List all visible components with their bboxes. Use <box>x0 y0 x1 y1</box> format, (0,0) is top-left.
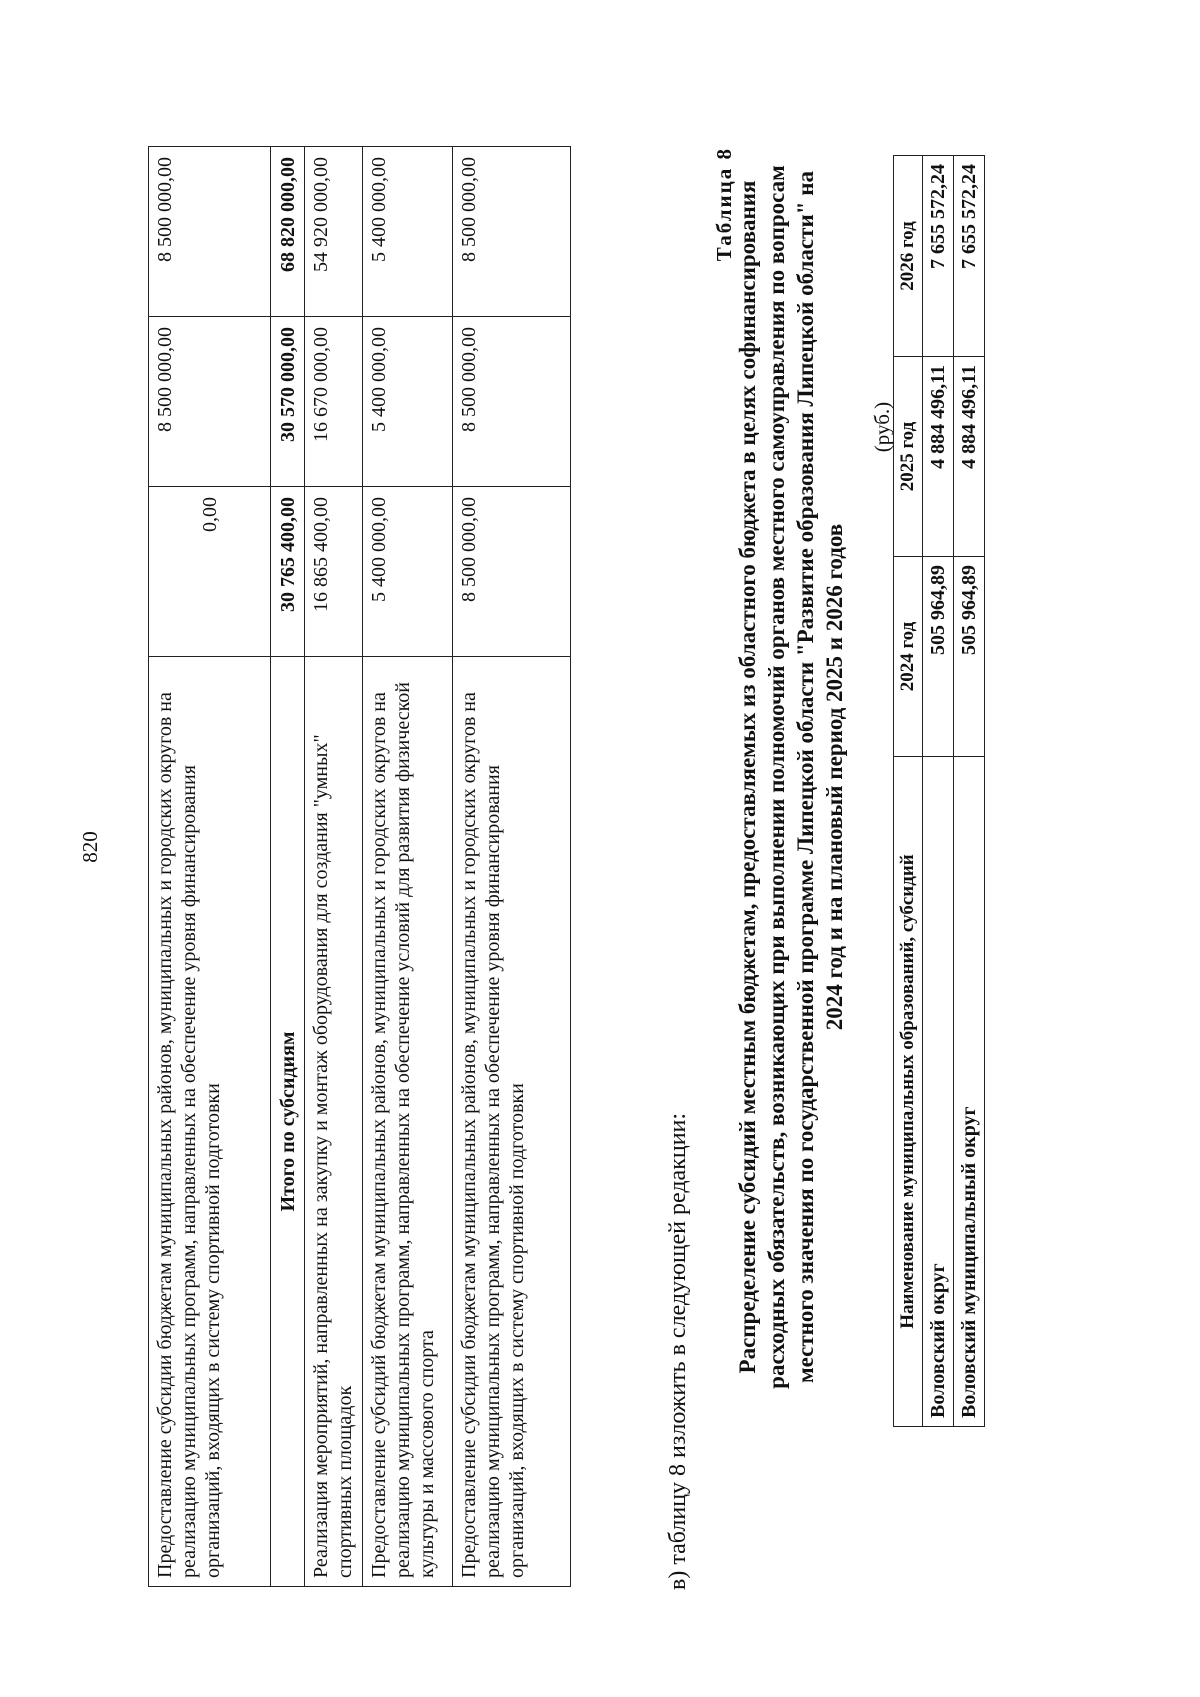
total-label-cell: Итого по субсидиям <box>271 657 305 1587</box>
subsidy-name-cell: Предоставление субсидии бюджетам муниципальных районов, муниципальных и городских округов на реализацию муниципальных программ, направленных на обеспечение уровня финансирования организаций, входящих в систему спортивной подготовки <box>149 657 271 1587</box>
municipality-name-cell: Воловский округ <box>923 757 954 1427</box>
value-2026-cell: 8 500 000,00 <box>149 147 271 317</box>
subsidy-name-cell: Предоставление субсидии бюджетам муниципальных районов, муниципальных и городских округов на реализацию муниципальных программ, направленных на обеспечение уровня финансирования организаций, входящих в систему спортивной подготовки <box>453 657 571 1587</box>
subsidy-table <box>148 146 571 1587</box>
value-2025-cell: 8 500 000,00 <box>149 317 271 487</box>
table-title: Распределение субсидий местным бюджетам, предоставляемых из областного бюджета в целях софинансирования расходных обязательств, возникающих при выполнении полномочий органов местного самоуправления по вопросам местного значения по государственной программе Липецкой области "Развитие образования Липецкой области" на 2024 год и на плановый период 2025 и 2026 годов <box>735 165 847 1389</box>
header-2024: 2024 год <box>894 557 923 757</box>
value-2024-cell: 8 500 000,00 <box>453 487 571 657</box>
total-2026-cell: 68 820 000,00 <box>271 147 305 317</box>
value-2025-cell: 16 670 000,00 <box>305 317 363 487</box>
total-2024-cell: 30 765 400,00 <box>271 487 305 657</box>
table-row <box>149 147 271 1587</box>
municipality-name-cell: Воловский муниципальный округ <box>954 757 985 1427</box>
table-row <box>453 147 571 1587</box>
table-label: Таблица 8 <box>712 147 736 262</box>
value-2026-cell: 7 655 572,24 <box>923 156 954 357</box>
unit-label: (руб.) <box>870 401 894 453</box>
value-2024-cell: 505 964,89 <box>954 557 985 757</box>
table-header-row <box>894 156 923 1427</box>
value-2024-cell: 0,00 <box>149 487 271 657</box>
value-2025-cell: 4 884 496,11 <box>923 357 954 557</box>
value-2024-cell: 505 964,89 <box>923 557 954 757</box>
subsidy-name-cell: Предоставление субсидий бюджетам муниципальных районов, муниципальных и городских округов на реализацию муниципальных программ, направленных на обеспечение условий для развития физической культуры и массового спорта <box>363 657 453 1587</box>
value-2025-cell: 5 400 000,00 <box>363 317 453 487</box>
value-2026-cell: 54 920 000,00 <box>305 147 363 317</box>
distribution-table <box>893 155 985 1427</box>
value-2025-cell: 8 500 000,00 <box>453 317 571 487</box>
value-2024-cell: 5 400 000,00 <box>363 487 453 657</box>
value-2026-cell: 8 500 000,00 <box>453 147 571 317</box>
header-2025: 2025 год <box>894 357 923 557</box>
value-2025-cell: 4 884 496,11 <box>954 357 985 557</box>
value-2024-cell: 16 865 400,00 <box>305 487 363 657</box>
value-2026-cell: 7 655 572,24 <box>954 156 985 357</box>
subsidy-name-cell: Реализация мероприятий, направленных на закупку и монтаж оборудования для создания "умных" спортивных площадок <box>305 657 363 1587</box>
header-2026: 2026 год <box>894 156 923 357</box>
table-row <box>305 147 363 1587</box>
table-row <box>954 156 985 1427</box>
total-2025-cell: 30 570 000,00 <box>271 317 305 487</box>
table-row <box>363 147 453 1587</box>
table-row <box>923 156 954 1427</box>
amendment-text: в) таблицу 8 изложить в следующей редакции: <box>665 1112 691 1590</box>
total-row <box>271 147 305 1587</box>
page-number: 820 <box>78 831 102 863</box>
value-2026-cell: 5 400 000,00 <box>363 147 453 317</box>
header-name: Наименование муниципальных образований, субсидий <box>894 757 923 1427</box>
